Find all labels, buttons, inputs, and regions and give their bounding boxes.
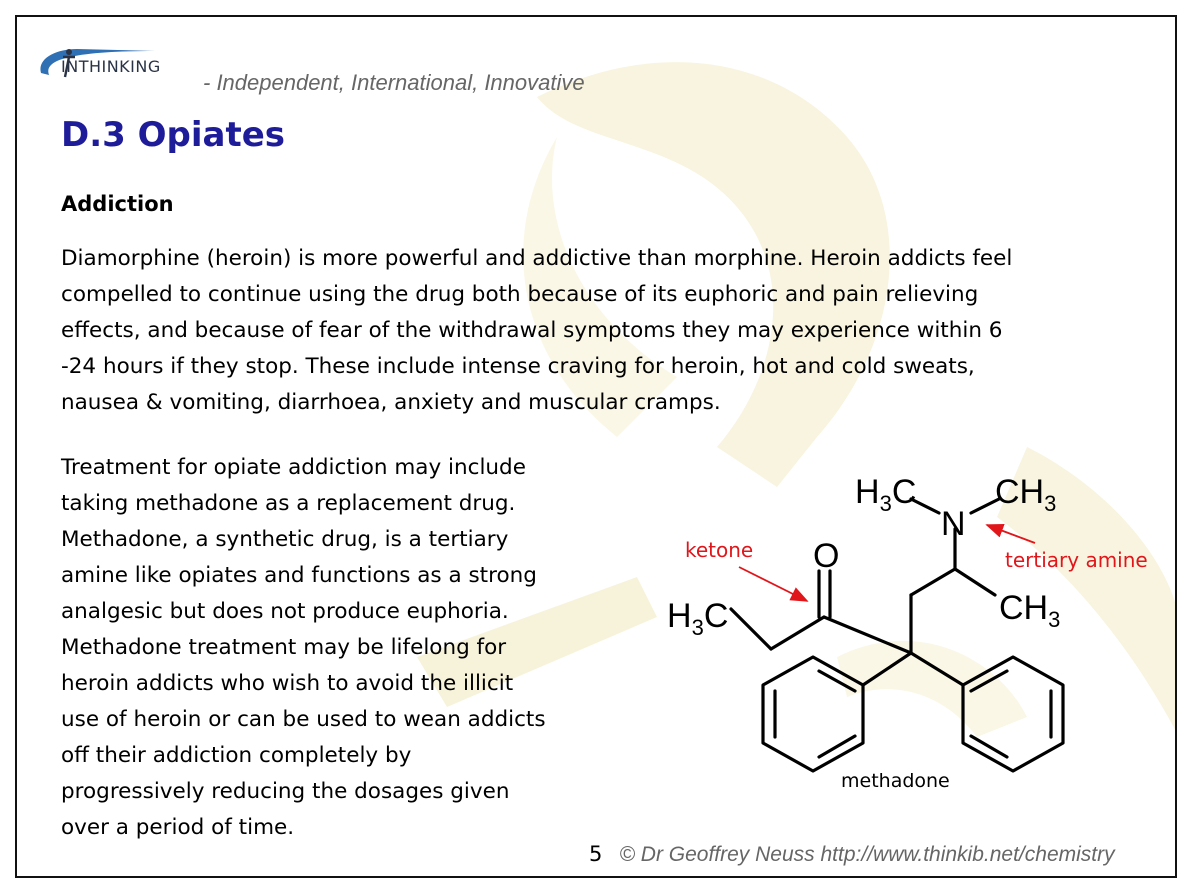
paragraph-line: heroin addicts who wish to avoid the illicit [61, 671, 514, 696]
atom-ch3-top: $CH_3$ [995, 473, 1057, 516]
atom-ch3-right: $CH_3$ [999, 589, 1061, 632]
footer [589, 842, 1115, 867]
paragraph-line: use of heroin or can be used to wean addicts [61, 707, 546, 732]
slide [15, 15, 1177, 878]
paragraph-line: taking methadone as a replacement drug. [61, 491, 516, 516]
paragraph-line: effects, and because of fear of the withdrawal symptoms they may experience within 6 [61, 318, 1003, 343]
atom-h3c-top: $H_3C$ [855, 473, 917, 516]
ketone-label: ketone [685, 538, 754, 562]
treatment-paragraph [61, 450, 621, 846]
tertiary-amine-arrow [987, 525, 1035, 543]
bond [771, 617, 824, 649]
methadone-structure [627, 447, 1167, 777]
ketone-arrow [739, 567, 807, 601]
paragraph-line: Methadone, a synthetic drug, is a tertiary [61, 527, 509, 552]
paragraph-line: compelled to continue using the drug both because of its euphoric and pain relieving [61, 282, 979, 307]
copyright-text: © Dr Geoffrey Neuss http://www.thinkib.net/chemistry [619, 843, 1115, 866]
paragraph-line: Methadone treatment may be lifelong for [61, 635, 507, 660]
atom-h3c-left: $H_3C$ [667, 597, 729, 640]
diagram-caption: methadone [841, 770, 950, 792]
bond [911, 569, 955, 595]
paragraph-line: Diamorphine (heroin) is more powerful and addictive than morphine. Heroin addicts feel [61, 246, 1013, 271]
bond [955, 569, 995, 595]
tagline: - Independent, International, Innovative [203, 70, 585, 95]
paragraph-line: progressively reducing the dosages given [61, 779, 510, 804]
addiction-paragraph [61, 241, 1161, 421]
bond [731, 609, 771, 649]
atom-n: N [941, 505, 966, 543]
slide-title: D.3 Opiates [61, 115, 286, 155]
section-heading: Addiction [61, 192, 174, 216]
paragraph-line: amine like opiates and functions as a strong [61, 563, 537, 588]
benzene-ring-right [963, 657, 1063, 771]
paragraph-line: analgesic but does not produce euphoria. [61, 599, 509, 624]
bond [911, 653, 963, 685]
paragraph-line: Treatment for opiate addiction may include [61, 455, 526, 480]
atom-o: O [813, 537, 840, 575]
paragraph-line: -24 hours if they stop. These include intense craving for heroin, hot and cold sweats, [61, 354, 975, 379]
paragraph-line: over a period of time. [61, 815, 295, 840]
benzene-ring-left [763, 657, 863, 771]
bond [824, 617, 911, 653]
paragraph-line: off their addiction completely by [61, 743, 412, 768]
tertiary-amine-label: tertiary amine [1005, 548, 1148, 572]
logo-text: INTHINKING [61, 57, 161, 76]
page-number: 5 [589, 842, 603, 866]
paragraph-line: nausea & vomiting, diarrhoea, anxiety and muscular cramps. [61, 390, 721, 415]
bond [863, 653, 911, 685]
